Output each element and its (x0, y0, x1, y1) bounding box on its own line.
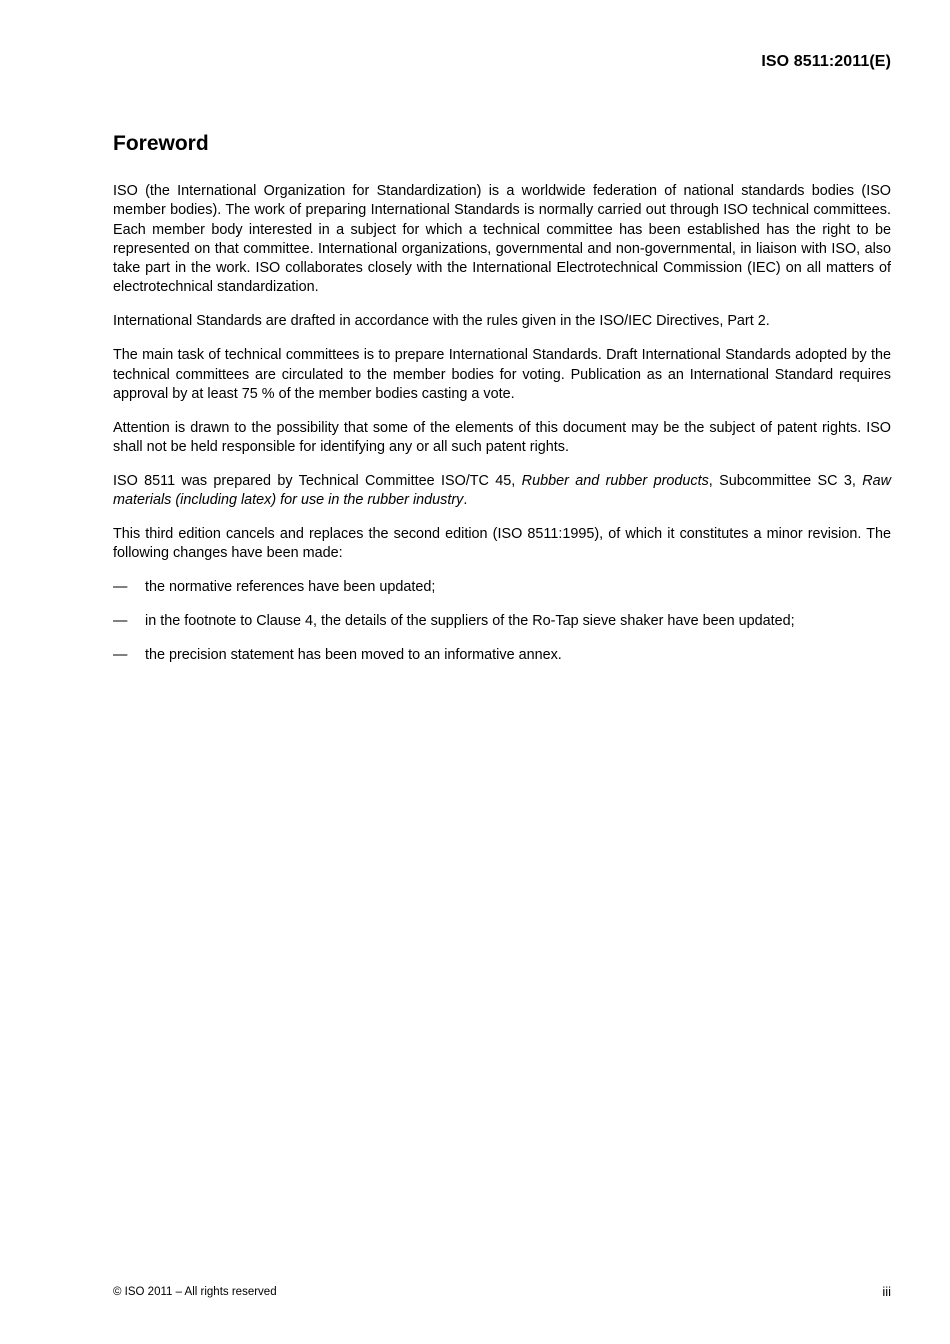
dash-marker: — (113, 647, 128, 664)
list-item-text: the precision statement has been moved to an informative annex. (145, 647, 562, 664)
list-item-text: in the footnote to Clause 4, the details of the suppliers of the Ro-Tap sieve shaker have been updated; (145, 613, 795, 630)
dash-marker: — (113, 579, 128, 596)
changes-list (113, 578, 891, 665)
dash-marker: — (113, 613, 128, 630)
paragraph-patent-rights: Attention is drawn to the possibility that some of the elements of this document may be the subject of patent rights. ISO shall not be held responsible for identifying any or all such patent rights. (113, 419, 891, 456)
preparation-text-1: ISO 8511 was prepared by Technical Committee ISO/TC 45, (113, 472, 522, 489)
copyright-notice: © ISO 2011 – All rights reserved (113, 1286, 277, 1298)
page-number: iii (882, 1284, 891, 1299)
foreword-body (113, 182, 891, 680)
list-item (113, 646, 891, 665)
document-id: ISO 8511:2011(E) (761, 53, 891, 70)
paragraph-preparation (113, 472, 891, 511)
paragraph-directives: International Standards are drafted in accordance with the rules given in the ISO/IEC Directives, Part 2. (113, 313, 770, 330)
list-item (113, 578, 891, 597)
list-item-text: the normative references have been updated; (145, 579, 436, 596)
paragraph-edition: This third edition cancels and replaces the second edition (ISO 8511:1995), of which it constitutes a minor revision. The following changes have been made: (113, 526, 891, 562)
preparation-text-2: , Subcommittee SC 3, (708, 472, 863, 489)
preparation-text-3: . (463, 492, 468, 509)
page-title: Foreword (113, 132, 209, 155)
paragraph-committee-task: The main task of technical committees is to prepare International Standards. Draft International Standards adopted by the technical committees are circulated to the member bodies for voting. Publication as an International Standard requires approval by at least 75 % of the member bodies casting a vote. (113, 347, 891, 402)
committee-title: Rubber and rubber products (521, 472, 709, 489)
paragraph-iso-overview: ISO (the International Organization for Standardization) is a worldwide federation of national standards bodies (ISO member bodies). The work of preparing International Standards is normally carried out through ISO technical committees. Each member body interested in a subject for which a technical committee has been established has the right to be represented on that committee. International organizations, governmental and non-governmental, in liaison with ISO, also take part in the work. ISO collaborates closely with the International Electrotechnical Commission (IEC) on all matters of electrotechnical standardization. (113, 183, 891, 296)
subcommittee-title: Raw materials (including latex) for use in the rubber industry (113, 472, 891, 509)
list-item (113, 612, 891, 631)
